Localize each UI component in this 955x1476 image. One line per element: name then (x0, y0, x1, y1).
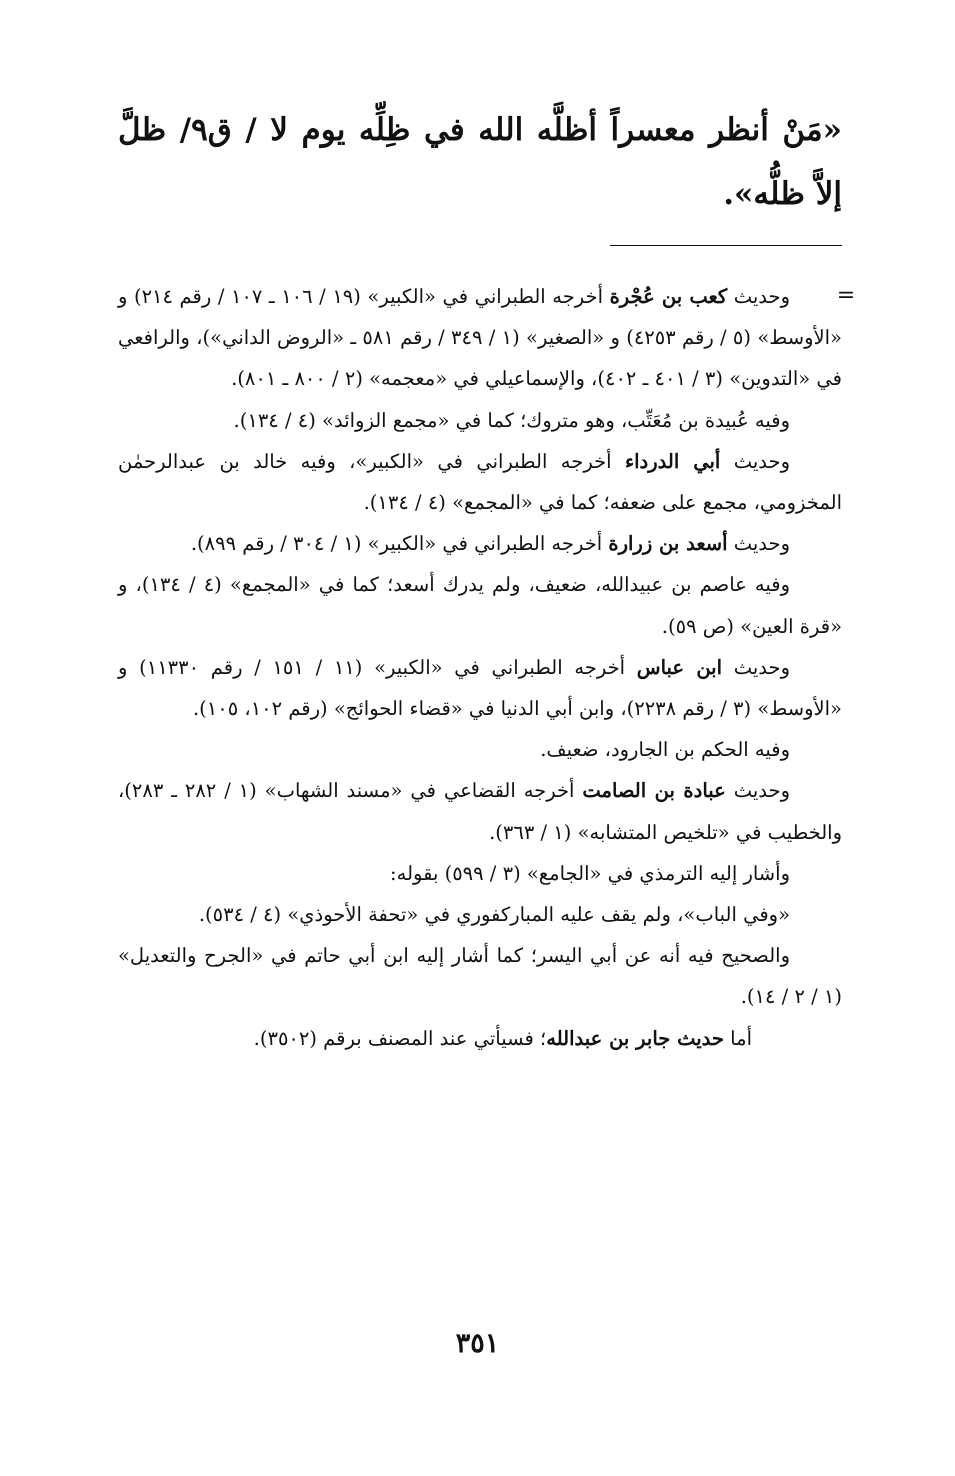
footnote-paragraph (118, 564, 842, 646)
footnote-bold: كعب بن عُجْرة (609, 285, 728, 308)
footnote-text: أخرجه القضاعي في «مسند الشهاب» (١ / ٢٨٢ ـ ٢٨٣)، والخطيب في «تلخيص المتشابه» (١ / ٣٦٣). (118, 779, 842, 844)
footnote-separator (610, 245, 842, 246)
footnote-text: أخرجه الطبراني في «الكبير» (١١ / ١٥١ / رقم ١١٣٣٠) و «الأوسط» (٣ / رقم ٢٢٣٨)، وابن أبي الدنيا في «قضاء الحوائج» (رقم ١٠٢، ١٠٥). (118, 655, 842, 721)
footnote-text: وفيه عُبيدة بن مُعَتِّب، وهو متروك؛ كما في «مجمع الزوائد» (٤ / ١٣٤). (233, 408, 790, 432)
footnote-text: أخرجه الطبراني في «الكبير» (١ / ٣٠٤ / رقم ٨٩٩). (190, 532, 609, 556)
footnote-text: «وفي الباب»، ولم يقف عليه المباركفوري في «تحفة الأحوذي» (٤ / ٥٣٤). (198, 903, 790, 927)
footnote-paragraph (118, 400, 842, 441)
footnote-text: أخرجه الطبراني في «الكبير» (١٩ / ١٠٦ ـ ١٠٧ / رقم ٢١٤) و «الأوسط» (٥ / رقم ٤٢٥٣) و «الصغير» (١ / ٣٤٩ / رقم ٥٨١ ـ «الروض الداني»)، والرافعي في «التدوين» (٣ / ٤٠١ ـ ٤٠٢)، والإسماعيلي في «معجمه» (٢ / ٨٠٠ ـ ٨٠١). (118, 285, 842, 391)
footnote-prefix: وحديث (727, 532, 790, 556)
footnote-text: أخرجه الطبراني في «الكبير»، وفيه خالد بن عبدالرحمٰن المخزومي، مجمع على ضعفه؛ كما في «المجمع» (٤ / ١٣٤). (118, 449, 842, 515)
footnote-text: وأشار إليه الترمذي في «الجامع» (٣ / ٥٩٩) بقوله: (390, 861, 790, 885)
footnote-paragraph (118, 894, 842, 935)
footnote-text: وفيه عاصم بن عبيدالله، ضعيف، ولم يدرك أسعد؛ كما في «المجمع» (٤ / ١٣٤)، و «قرة العين» (ص ٥٩). (118, 573, 842, 638)
footnotes (118, 276, 842, 1059)
footnote-prefix: وحديث (727, 285, 790, 308)
footnote-bold: أسعد بن زرارة (608, 532, 728, 556)
footnote-paragraph (118, 853, 842, 894)
footnote-paragraph (118, 441, 842, 523)
footnote-text: وفيه الحكم بن الجارود، ضعيف. (540, 738, 790, 762)
footnote-bold: أبي الدرداء (624, 449, 721, 473)
footnote-prefix: وحديث (725, 779, 790, 803)
continuation-mark: = (836, 283, 856, 308)
footnote-paragraph (118, 729, 842, 770)
footnote-prefix: أما (723, 1026, 752, 1050)
footnote-bold: ابن عباس (636, 655, 723, 679)
footnote-text: والصحيح فيه أنه عن أبي اليسر؛ كما أشار إليه ابن أبي حاتم في «الجرح والتعديل» (١ / ٢ / ١٤). (118, 944, 842, 1009)
footnote-paragraph (118, 770, 842, 852)
footnote-text: ؛ فسيأتي عند المصنف برقم (٣٥٠٢). (253, 1026, 547, 1050)
footnote-prefix: وحديث (720, 449, 791, 473)
footnote-bold: عبادة بن الصامت (582, 779, 726, 803)
footnote-bold: حديث جابر بن عبدالله (546, 1026, 724, 1050)
footnote-paragraph (118, 935, 842, 1017)
hadith-main-text: «مَنْ أنظر معسراً أظلَّه الله في ظِلِّه يوم لا / ق٩/ ظلَّ إلاَّ ظلُّه». (118, 112, 842, 212)
footnote-paragraph (118, 276, 842, 400)
footnote-paragraph (118, 523, 842, 564)
page-number: ٣٥١ (455, 1328, 500, 1359)
footnote-prefix: وحديث (722, 655, 790, 679)
footnote-paragraph (118, 1018, 842, 1059)
footnote-paragraph (118, 647, 842, 729)
